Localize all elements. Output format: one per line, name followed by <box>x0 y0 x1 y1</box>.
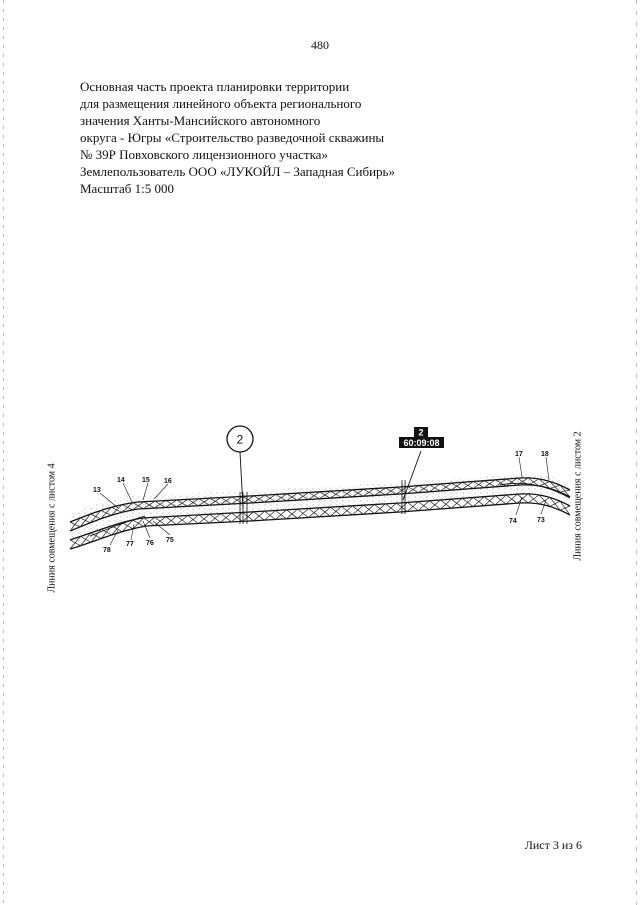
hatch-stroke <box>528 495 539 503</box>
callout-box-top: 2 <box>418 427 424 438</box>
point-label: 17 <box>515 451 523 458</box>
point-label: 16 <box>164 478 172 485</box>
hatch-stroke <box>462 498 473 508</box>
hatch-stroke <box>363 505 374 515</box>
sheet-number: Лист 3 из 6 <box>524 838 582 852</box>
point-label: 73 <box>537 517 545 524</box>
point-label: 18 <box>541 451 549 458</box>
callout-circle-label: 2 <box>236 432 244 447</box>
hatch-stroke <box>276 510 287 520</box>
point-label: 13 <box>93 487 101 494</box>
point-label: 74 <box>509 518 517 525</box>
dotted-band <box>70 473 570 550</box>
point-label: 78 <box>103 547 111 554</box>
hatch-stroke <box>385 503 396 513</box>
hatch-stroke <box>473 497 484 507</box>
hatch-stroke <box>440 499 451 509</box>
hatch-stroke <box>495 495 506 505</box>
page-number: 480 <box>311 38 329 52</box>
callout-box-bottom: 60:09:08 <box>403 438 440 448</box>
hatch-stroke <box>560 506 570 510</box>
title-line: для размещения линейного объекта регионального <box>80 96 362 111</box>
title-line: Землепользователь ООО «ЛУКОЙЛ – Западная Сибирь» <box>80 164 395 179</box>
hatch-stroke <box>429 500 440 510</box>
hatch-stroke <box>352 505 363 515</box>
hatch-stroke <box>418 501 429 511</box>
title-line: Основная часть проекта планировки территории <box>80 79 350 94</box>
title-line: № 39Р Повховского лицензионного участка» <box>80 147 328 162</box>
scale-line: Масштаб 1:5 000 <box>80 181 174 196</box>
point-label: 14 <box>117 477 125 484</box>
point-label: 15 <box>142 477 150 484</box>
hatch-stroke <box>484 496 495 506</box>
hatch-stroke <box>550 501 560 506</box>
match-line-label-right-text: Линия совмещения с листом 2 <box>572 431 584 561</box>
point-label: 77 <box>126 541 134 548</box>
hatch-stroke <box>506 494 517 504</box>
title-line: округа - Югры «Строительство разведочной скважины <box>80 130 385 145</box>
hatch-stroke <box>539 497 550 504</box>
match-line-label-left-text: Линия совмещения с листом 4 <box>46 463 58 593</box>
point-label: 76 <box>146 540 154 547</box>
title-line: значения Ханты-Мансийского автономного <box>80 113 321 128</box>
hatch-stroke <box>451 498 462 508</box>
hatch-stroke <box>407 502 418 512</box>
point-label: 75 <box>166 537 174 544</box>
